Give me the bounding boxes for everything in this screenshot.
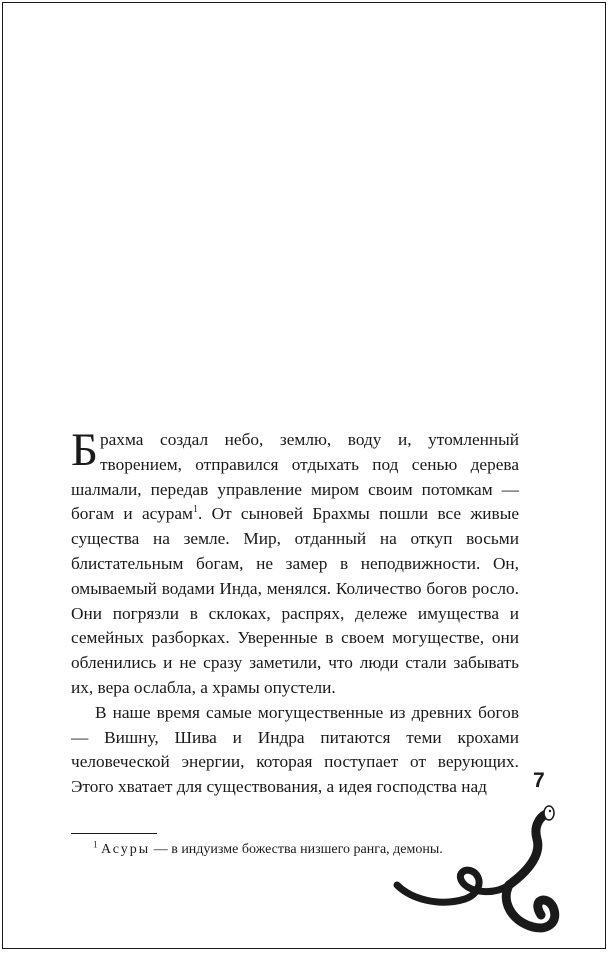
- footnote-definition: — в индуизме божества низшего ранга, демоны.: [150, 842, 443, 857]
- footnote-marker: 1: [93, 839, 98, 850]
- paragraph-1-end: . От сыновей Брахмы пошли все живые существа на земле. Мир, отданный на откуп восьми блистательным богам, не замер в неподвижности. Он, омываемый водами Инда, менялся. Количество богов росло. Они погрязли в склоках, распрях, дележе имущества и семейных разборках. Уверенные в своем могуществе, они обленились и не сразу заметили, что люди стали забывать их, вера ослабла, а храмы опустели.: [71, 504, 519, 697]
- footnote-term: Асуры: [101, 842, 151, 857]
- paragraph-2: В наше время самые могущественные из древних богов — Вишну, Шива и Индра питаются теми крохами человеческой энергии, которая поступает от верующих. Этого хватает для существования, а идея господства над: [71, 702, 519, 797]
- paragraph-1-start: рахма создал небо, землю, воду и, утомленный творением, отправился отдыхать под сенью дерева шалмали, передав управление миром своим потомкам — богам и асурам: [71, 430, 519, 524]
- book-page: [2, 2, 606, 949]
- footnote-reference[interactable]: 1: [192, 504, 198, 516]
- footnote-divider: [71, 833, 157, 834]
- main-text: [71, 424, 519, 800]
- drop-cap: Б: [71, 424, 98, 476]
- page-number: 7: [533, 769, 545, 792]
- paragraph-1: [71, 424, 519, 701]
- snake-icon: [391, 803, 563, 935]
